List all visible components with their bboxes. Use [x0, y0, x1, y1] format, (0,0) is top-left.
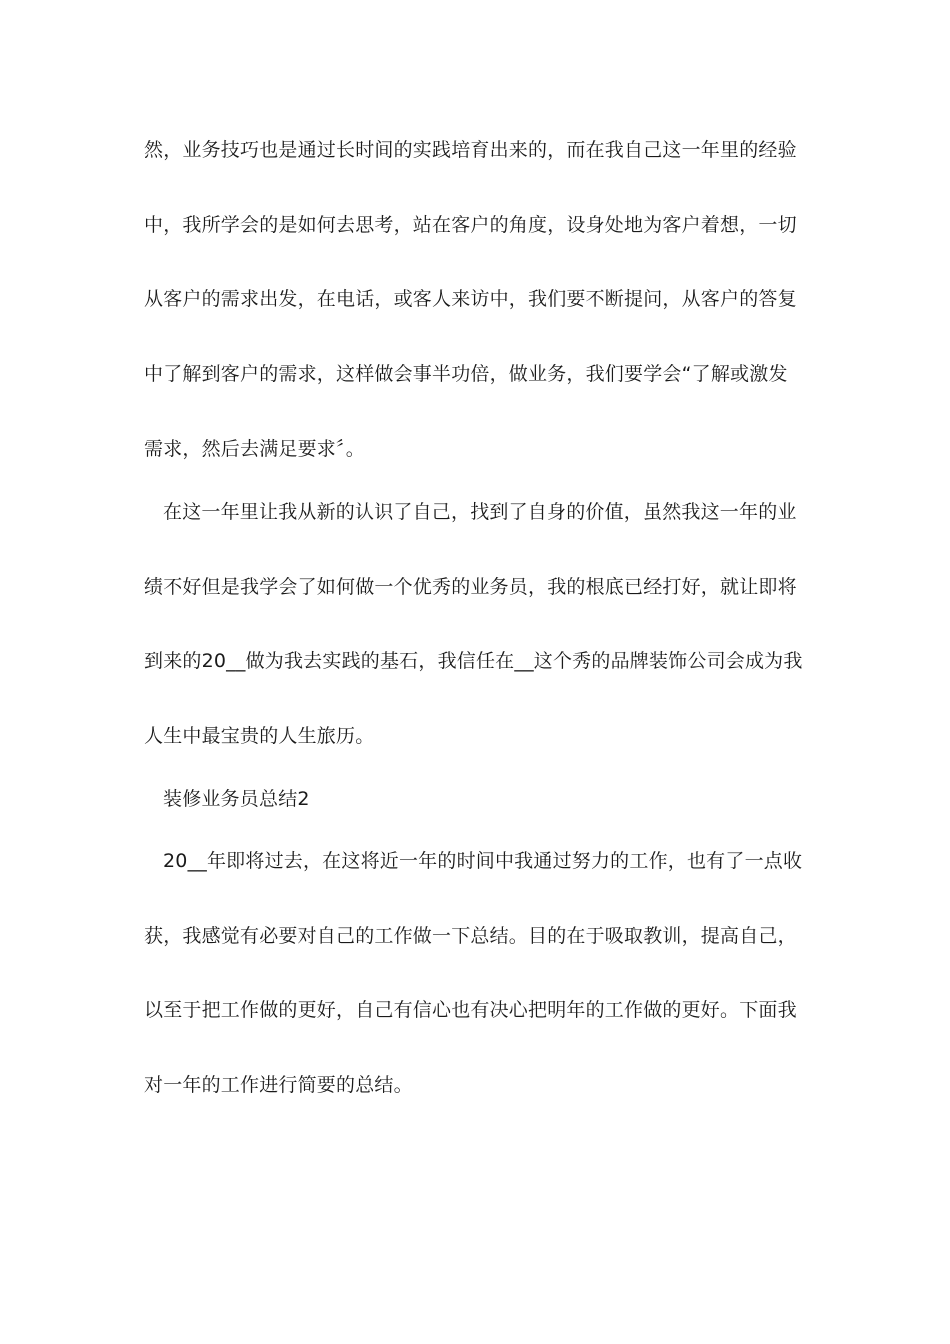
paragraph-line: 中，我所学会的是如何去思考，站在客户的角度，设身处地为客户着想，一切	[144, 214, 797, 236]
paragraph-line: 到来的20__做为我去实践的基石，我信任在__这个秀的品牌装饰公司会成为我	[144, 650, 803, 672]
paragraph-line: 从客户的需求出发，在电话，或客人来访中，我们要不断提问，从客户的答复	[144, 288, 797, 310]
paragraph-line: 以至于把工作做的更好，自己有信心也有决心把明年的工作做的更好。下面我	[144, 999, 797, 1021]
paragraph-line: 在这一年里让我从新的认识了自己，找到了自身的价值，虽然我这一年的业	[163, 501, 797, 523]
paragraph-line: 20__年即将过去，在这将近一年的时间中我通过努力的工作，也有了一点收	[163, 850, 803, 872]
paragraph-line: 中了解到客户的需求，这样做会事半功倍，做业务，我们要学会“了解或激发	[144, 363, 788, 385]
paragraph-line: 然，业务技巧也是通过长时间的实践培育出来的，而在我自己这一年里的经验	[144, 139, 797, 161]
paragraph-line: 获，我感觉有必要对自己的工作做一下总结。目的在于吸取教训，提高自己，	[144, 925, 797, 947]
paragraph-line: 需求，然后去满足要求〞。	[144, 438, 365, 460]
section-heading: 装修业务员总结2	[163, 788, 310, 810]
paragraph-line: 人生中最宝贵的人生旅历。	[144, 725, 375, 747]
paragraph-line: 绩不好但是我学会了如何做一个优秀的业务员，我的根底已经打好，就让即将	[144, 576, 797, 598]
paragraph-line: 对一年的工作进行简要的总结。	[144, 1074, 413, 1096]
